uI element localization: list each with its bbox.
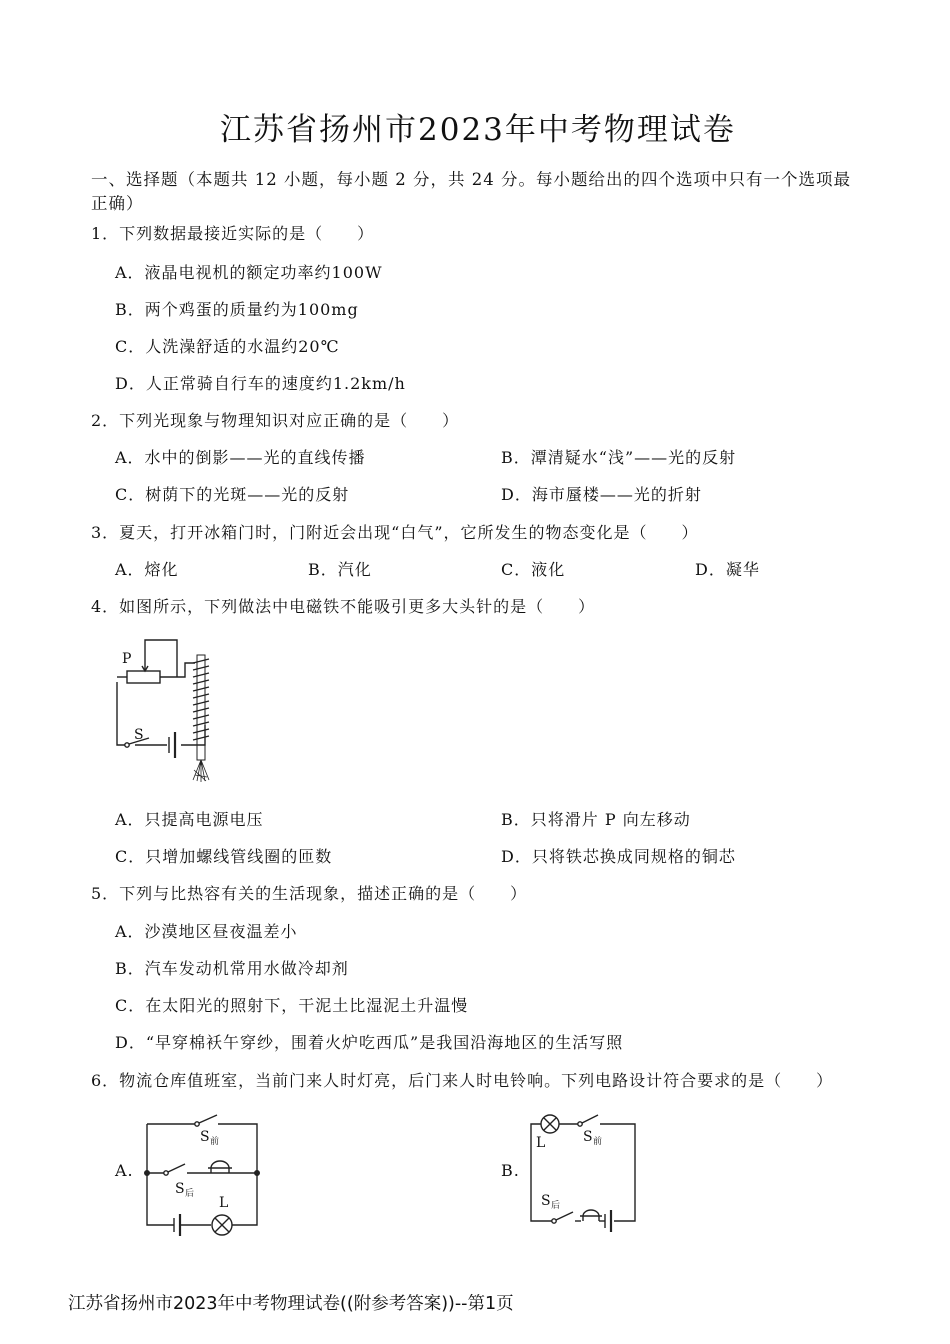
switch-back-label: S	[541, 1193, 551, 1209]
question-6-stem: 6．物流仓库值班室，当前门来人时灯亮，后门来人时电铃响。下列电路设计符合要求的是（ ）	[91, 1071, 834, 1090]
question-4-option-a: A．只提高电源电压	[115, 810, 264, 829]
question-4-stem: 4．如图所示，下列做法中电磁铁不能吸引更多大头针的是（ ）	[91, 597, 596, 616]
question-1-stem: 1．下列数据最接近实际的是（ ）	[91, 224, 375, 243]
question-5-option-a: A．沙漠地区昼夜温差小	[115, 922, 298, 941]
question-5-option-b: B．汽车发动机常用水做冷却剂	[115, 959, 349, 978]
question-6-option-b-label: B.	[501, 1161, 520, 1180]
switch-front-label: S	[583, 1129, 593, 1145]
page-title: 江苏省扬州市2023年中考物理试卷	[220, 112, 736, 148]
question-2-option-a: A．水中的倒影——光的直线传播	[115, 448, 366, 467]
question-2-option-b: B．潭清疑水“浅”——光的反射	[501, 448, 737, 467]
question-4-option-b: B．只将滑片 P 向左移动	[501, 810, 691, 829]
circuit-diagram-a	[140, 1108, 265, 1238]
question-2-option-c: C．树荫下的光斑——光的反射	[115, 485, 350, 504]
question-1-option-b: B．两个鸡蛋的质量约为100mg	[115, 300, 359, 319]
question-5-stem: 5．下列与比热容有关的生活现象，描述正确的是（ ）	[91, 884, 528, 903]
question-6-option-a-label: A.	[115, 1161, 134, 1180]
question-5-option-d: D．“早穿棉袄午穿纱，围着火炉吃西瓜”是我国沿海地区的生活写照	[115, 1033, 624, 1052]
switch-front-subscript: 前	[210, 1137, 220, 1147]
section-heading-line1: 一、选择题（本题共 12 小题，每小题 2 分，共 24 分。每小题给出的四个选项中只有一个选项最	[91, 170, 851, 189]
question-3-stem: 3．夏天，打开冰箱门时，门附近会出现“白气”，它所发生的物态变化是（ ）	[91, 523, 699, 542]
electromagnet-circuit-figure	[105, 635, 225, 790]
lamp-label: L	[536, 1135, 546, 1151]
switch-back-subscript: 后	[551, 1201, 561, 1211]
slider-label-p: P	[122, 651, 132, 667]
question-1-option-a: A．液晶电视机的额定功率约100W	[115, 263, 383, 282]
question-3-option-d: D．凝华	[695, 560, 760, 579]
switch-back-label: S	[175, 1181, 185, 1197]
circuit-diagram-b	[525, 1108, 645, 1233]
page-footer: 江苏省扬州市2023年中考物理试卷((附参考答案))--第1页	[68, 1294, 514, 1314]
switch-back-subscript: 后	[185, 1189, 195, 1199]
switch-front-label: S	[200, 1129, 210, 1145]
section-heading-line2: 正确）	[91, 194, 144, 213]
question-5-option-c: C．在太阳光的照射下，干泥土比湿泥土升温慢	[115, 996, 469, 1015]
switch-label-s: S	[134, 727, 144, 743]
lamp-label: L	[219, 1195, 229, 1211]
question-2-stem: 2．下列光现象与物理知识对应正确的是（ ）	[91, 411, 460, 430]
question-1-option-d: D．人正常骑自行车的速度约1.2km/h	[115, 374, 406, 393]
question-4-option-c: C．只增加螺线管线圈的匝数	[115, 847, 333, 866]
question-2-option-d: D．海市蜃楼——光的折射	[501, 485, 702, 504]
question-1-option-c: C．人洗澡舒适的水温约20℃	[115, 337, 340, 356]
switch-front-subscript: 前	[593, 1137, 603, 1147]
question-3-option-a: A．熔化	[115, 560, 179, 579]
question-3-option-b: B．汽化	[308, 560, 372, 579]
question-3-option-c: C．液化	[501, 560, 566, 579]
question-4-option-d: D．只将铁芯换成同规格的铜芯	[501, 847, 736, 866]
